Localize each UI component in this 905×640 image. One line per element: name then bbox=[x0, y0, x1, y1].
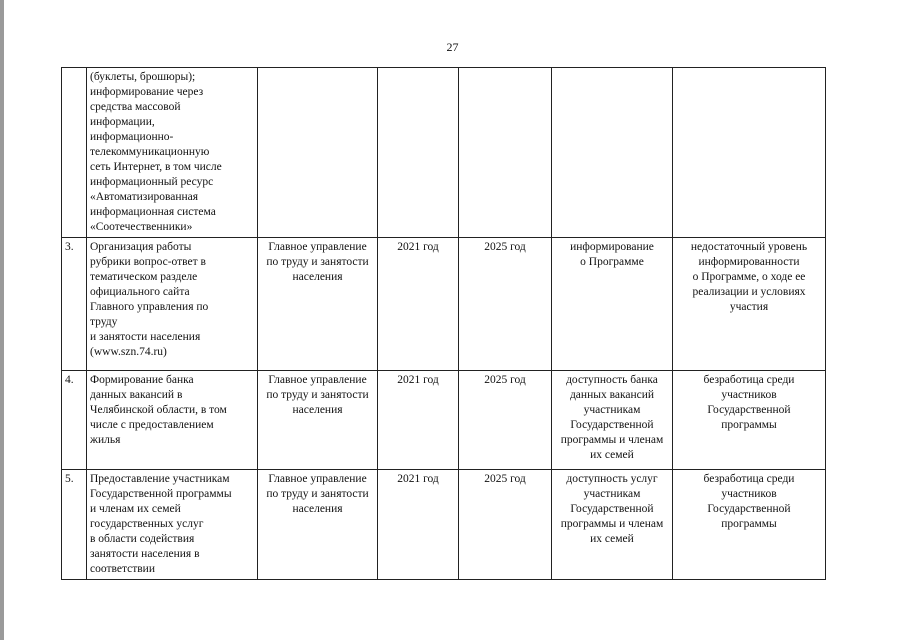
cell-line: Челябинской области, в том bbox=[90, 404, 227, 416]
consequence-cell bbox=[673, 371, 826, 470]
end-year-cell: 2025 год bbox=[459, 371, 552, 470]
executor-cell bbox=[258, 371, 378, 470]
cell-line: информации, bbox=[90, 116, 155, 128]
cell-line: о Программе, о ходе ее bbox=[692, 271, 806, 283]
cell-line: «Автоматизированная bbox=[90, 191, 199, 203]
cell-line: официального сайта bbox=[90, 286, 190, 298]
cell-line: Государственной bbox=[570, 419, 654, 431]
cell-line: участников bbox=[721, 389, 777, 401]
expected-result-cell bbox=[552, 68, 673, 238]
event-cell bbox=[87, 68, 258, 238]
cell-line: информирование bbox=[570, 241, 654, 253]
cell-line: и членам их семей bbox=[90, 503, 181, 515]
cell-line: труду bbox=[90, 316, 118, 328]
consequence-cell bbox=[673, 238, 826, 371]
start-year-cell: 2021 год bbox=[378, 470, 459, 580]
cell-line: населения bbox=[292, 503, 343, 515]
event-cell bbox=[87, 371, 258, 470]
cell-line: участникам bbox=[583, 404, 641, 416]
executor-cell bbox=[258, 470, 378, 580]
table-row bbox=[62, 470, 826, 580]
cell-line: данных вакансий в bbox=[90, 389, 183, 401]
end-year-cell: 2025 год bbox=[459, 238, 552, 371]
cell-line: (www.szn.74.ru) bbox=[90, 346, 167, 358]
cell-line: безработица среди bbox=[703, 473, 795, 485]
cell-line: о Программе bbox=[580, 256, 644, 268]
cell-line: по труду и занятости bbox=[266, 256, 369, 268]
cell-line: участия bbox=[729, 301, 769, 313]
cell-line: по труду и занятости bbox=[266, 389, 369, 401]
cell-line: Главного управления по bbox=[90, 301, 209, 313]
row-number-cell: 3. bbox=[62, 238, 87, 371]
cell-line: занятости населения в bbox=[90, 548, 200, 560]
cell-line: участникам bbox=[583, 488, 641, 500]
cell-line: государственных услуг bbox=[90, 518, 204, 530]
cell-line: Формирование банка bbox=[90, 374, 194, 386]
cell-line: числе с предоставлением bbox=[90, 419, 214, 431]
row-number-cell: 4. bbox=[62, 371, 87, 470]
cell-line: доступность банка bbox=[566, 374, 658, 386]
end-year-cell bbox=[459, 68, 552, 238]
cell-line: Предоставление участникам bbox=[90, 473, 230, 485]
cell-line: данных вакансий bbox=[569, 389, 655, 401]
cell-line: соответствии bbox=[90, 563, 155, 575]
cell-line: Государственной bbox=[707, 404, 791, 416]
row-number-cell bbox=[62, 68, 87, 238]
cell-line: Главное управление bbox=[268, 473, 367, 485]
cell-line: Государственной программы bbox=[90, 488, 232, 500]
table-row bbox=[62, 371, 826, 470]
cell-line: и занятости населения bbox=[90, 331, 201, 343]
cell-line: Организация работы bbox=[90, 241, 192, 253]
expected-result-cell bbox=[552, 470, 673, 580]
measures-table bbox=[61, 67, 826, 580]
cell-line: Главное управление bbox=[268, 241, 367, 253]
end-year-cell: 2025 год bbox=[459, 470, 552, 580]
cell-line: участников bbox=[721, 488, 777, 500]
cell-line: населения bbox=[292, 271, 343, 283]
cell-line: безработица среди bbox=[703, 374, 795, 386]
cell-line: доступность услуг bbox=[566, 473, 658, 485]
executor-cell bbox=[258, 68, 378, 238]
cell-line: реализации и условиях bbox=[692, 286, 806, 298]
cell-line: по труду и занятости bbox=[266, 488, 369, 500]
scan-border bbox=[0, 0, 4, 640]
expected-result-cell bbox=[552, 238, 673, 371]
table-row bbox=[62, 68, 826, 238]
cell-line: Государственной bbox=[570, 503, 654, 515]
cell-line: их семей bbox=[590, 533, 634, 545]
page-number: 27 bbox=[446, 40, 459, 54]
event-cell bbox=[87, 238, 258, 371]
cell-line: информационная система bbox=[90, 206, 216, 218]
cell-line: программы bbox=[721, 419, 777, 431]
consequence-cell bbox=[673, 470, 826, 580]
cell-line: (буклеты, брошюры); bbox=[90, 71, 196, 83]
table-row bbox=[62, 238, 826, 371]
cell-line: в области содействия bbox=[90, 533, 195, 545]
start-year-cell bbox=[378, 68, 459, 238]
cell-line: телекоммуникационную bbox=[90, 146, 210, 158]
cell-line: рубрики вопрос-ответ в bbox=[90, 256, 206, 268]
cell-line: «Соотечественники» bbox=[90, 221, 193, 233]
cell-line: тематическом разделе bbox=[90, 271, 198, 283]
cell-line: информационный ресурс bbox=[90, 176, 214, 188]
start-year-cell: 2021 год bbox=[378, 238, 459, 371]
cell-line: информационно- bbox=[90, 131, 174, 143]
start-year-cell: 2021 год bbox=[378, 371, 459, 470]
row-number-cell: 5. bbox=[62, 470, 87, 580]
cell-line: Главное управление bbox=[268, 374, 367, 386]
event-cell bbox=[87, 470, 258, 580]
cell-line: средства массовой bbox=[90, 101, 181, 113]
cell-line: информированности bbox=[698, 256, 800, 268]
cell-line: сеть Интернет, в том числе bbox=[90, 161, 222, 173]
cell-line: программы и членам bbox=[560, 518, 664, 530]
consequence-cell bbox=[673, 68, 826, 238]
cell-line: программы и членам bbox=[560, 434, 664, 446]
expected-result-cell bbox=[552, 371, 673, 470]
cell-line: Государственной bbox=[707, 503, 791, 515]
cell-line: населения bbox=[292, 404, 343, 416]
executor-cell bbox=[258, 238, 378, 371]
cell-line: программы bbox=[721, 518, 777, 530]
cell-line: их семей bbox=[590, 449, 634, 461]
cell-line: информирование через bbox=[90, 86, 204, 98]
cell-line: жилья bbox=[90, 434, 121, 446]
cell-line: недостаточный уровень bbox=[690, 241, 808, 253]
